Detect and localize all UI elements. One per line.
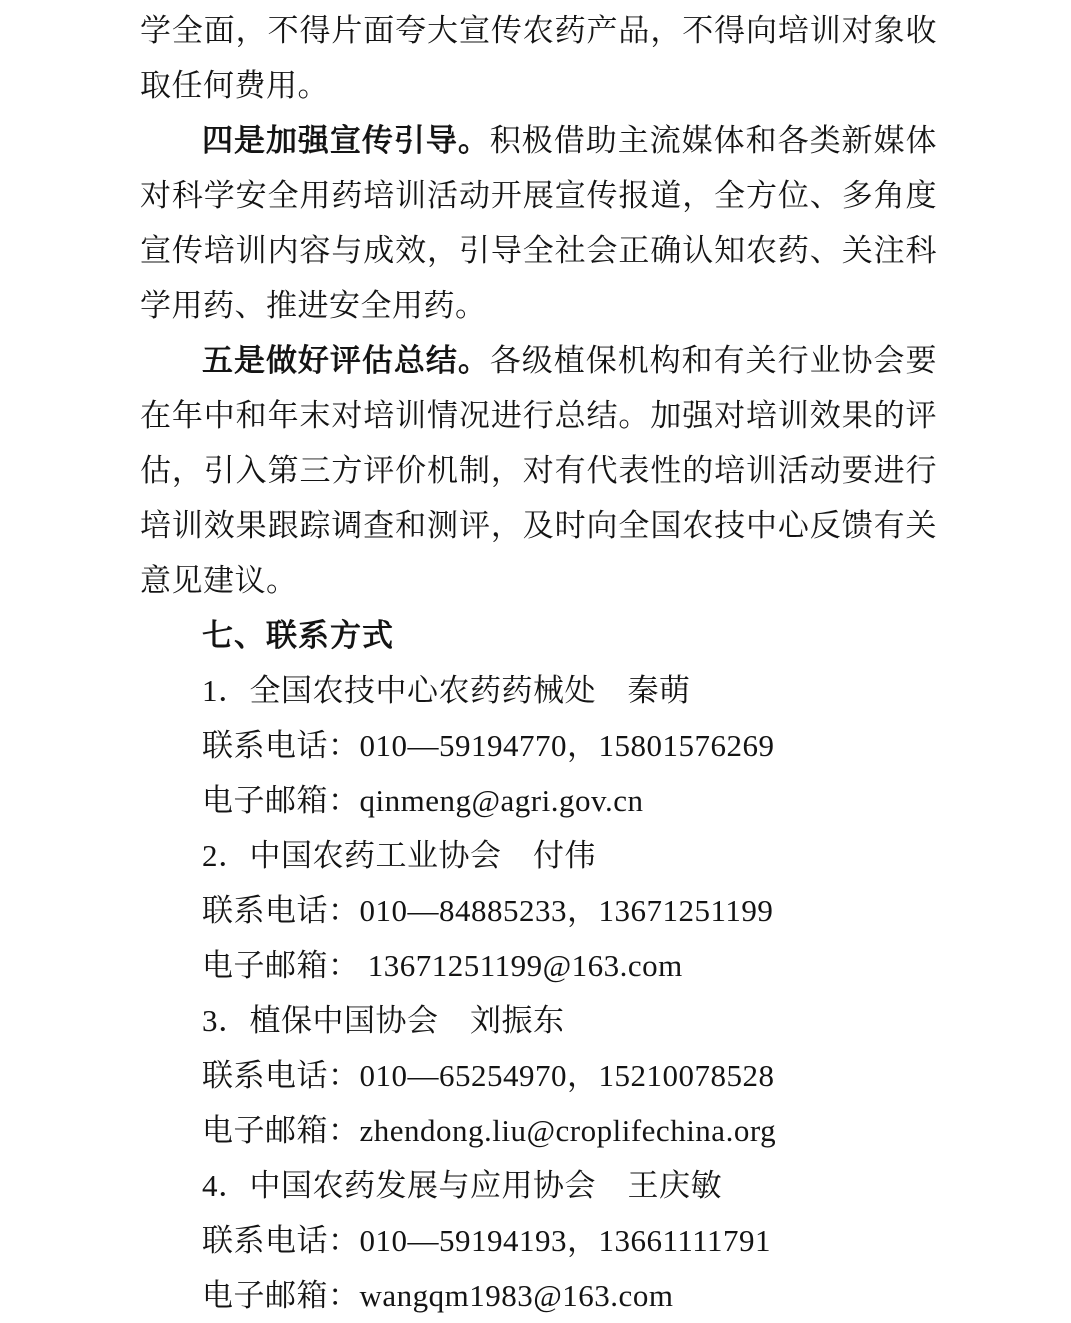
contact-email-line: 电子邮箱： 13671251199@163.com bbox=[202, 948, 683, 983]
contact-title-line: 4．中国农药发展与应用协会 王庆敏 bbox=[202, 1168, 722, 1203]
contact-entry bbox=[140, 993, 937, 1158]
contact-email-line: 电子邮箱：zhendong.liu@croplifechina.org bbox=[202, 1113, 777, 1148]
paragraph-continuation: 学全面，不得片面夸大宣传农药产品，不得向培训对象收取任何费用。 bbox=[140, 13, 937, 103]
section-heading-contact: 七、联系方式 bbox=[202, 618, 394, 653]
paragraph-point-four-body: 积极借助主流媒体和各类新媒体对科学安全用药培训活动开展宣传报道，全方位、多角度宣传培训内容与成效，引导全社会正确认知农药、关注科学用药、推进安全用药。 bbox=[140, 123, 937, 323]
contact-email-line: 电子邮箱：qinmeng@agri.gov.cn bbox=[202, 783, 644, 818]
contact-title-line: 3．植保中国协会 刘振东 bbox=[202, 1003, 565, 1038]
paragraph-point-five-body: 各级植保机构和有关行业协会要在年中和年末对培训情况进行总结。加强对培训效果的评估，引入第三方评价机制，对有代表性的培训活动要进行培训效果跟踪调查和测评，及时向全国农技中心反馈有关意见建议。 bbox=[140, 343, 937, 598]
contact-phone-line: 联系电话：010—59194193，13661111791 bbox=[202, 1223, 772, 1258]
contact-phone-line: 联系电话：010—59194770，15801576269 bbox=[202, 728, 775, 763]
contact-phone-line: 联系电话：010—65254970，15210078528 bbox=[202, 1058, 775, 1093]
contact-entry bbox=[140, 663, 937, 828]
contact-phone-line: 联系电话：010—84885233，13671251199 bbox=[202, 893, 774, 928]
contact-email-line: 电子邮箱：wangqm1983@163.com bbox=[202, 1278, 674, 1313]
paragraph-point-four bbox=[140, 113, 937, 333]
contact-title-line: 1．全国农技中心农药药械处 秦萌 bbox=[202, 673, 691, 708]
paragraph-point-five bbox=[140, 333, 937, 608]
contact-entry bbox=[140, 828, 937, 993]
paragraph-point-five-lead: 五是做好评估总结。 bbox=[202, 343, 490, 378]
contact-entry bbox=[140, 1158, 937, 1323]
contact-title-line: 2．中国农药工业协会 付伟 bbox=[202, 838, 596, 873]
paragraph-point-four-lead: 四是加强宣传引导。 bbox=[202, 123, 490, 158]
